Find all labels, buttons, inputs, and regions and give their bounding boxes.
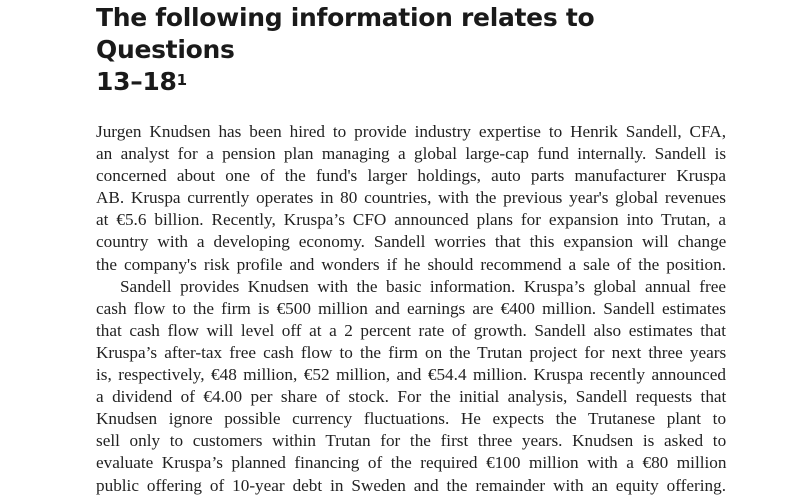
text-line: public offering of 10-year debt in Sweden and the remainder with an equity offering. — [96, 475, 726, 495]
text-line: sell only to customers within Trutan for the first three years. Knudsen is asked to — [96, 431, 727, 451]
paragraph-2 — [96, 276, 726, 497]
case-text — [96, 121, 726, 497]
footnote-marker[interactable]: 1 — [176, 71, 187, 89]
text-line: evaluate Kruspa’s planned financing of the required €100 million with a €80 million — [96, 453, 727, 473]
text-line: a dividend of €4.00 per share of stock. For the initial analysis, Sandell requests that — [96, 387, 727, 407]
text-line: an analyst for a pension plan managing a global large-cap fund internally. Sandell is — [96, 144, 727, 164]
heading-line-1: The following information relates to Questions — [96, 3, 595, 64]
paragraph-1 — [96, 121, 726, 276]
text-line: that cash flow will level off at a 2 percent rate of growth. Sandell also estimates that — [96, 320, 726, 340]
text-line: Sandell provides Knudsen with the basic information. Kruspa’s global annual free — [120, 276, 726, 296]
text-line: country with a developing economy. Sandell worries that this expansion will change — [96, 232, 727, 252]
text-line: Knudsen ignore possible currency fluctuations. He expects the Trutanese plant to — [96, 409, 727, 429]
document-page — [96, 0, 726, 497]
section-heading — [96, 0, 726, 98]
text-line: the company's risk profile and wonders if he should recommend a sale of the position. — [96, 254, 726, 274]
text-line: AB. Kruspa currently operates in 80 countries, with the previous year's global revenues — [96, 188, 726, 208]
heading-line-2: 13–18 — [96, 67, 177, 96]
text-line: concerned about one of the fund's larger holdings, auto parts manufacturer Kruspa — [96, 166, 727, 186]
text-line: Jurgen Knudsen has been hired to provide industry expertise to Henrik Sandell, CFA, — [96, 122, 726, 141]
text-line: cash flow to the firm is €500 million and earnings are €400 million. Sandell estimates — [96, 298, 726, 318]
text-line: at €5.6 billion. Recently, Kruspa’s CFO announced plans for expansion into Trutan, a — [96, 210, 727, 230]
text-line: is, respectively, €48 million, €52 million, and €54.4 million. Kruspa recently announced — [96, 365, 726, 385]
text-line: Kruspa’s after-tax free cash flow to the firm on the Trutan project for next three years — [96, 342, 727, 362]
